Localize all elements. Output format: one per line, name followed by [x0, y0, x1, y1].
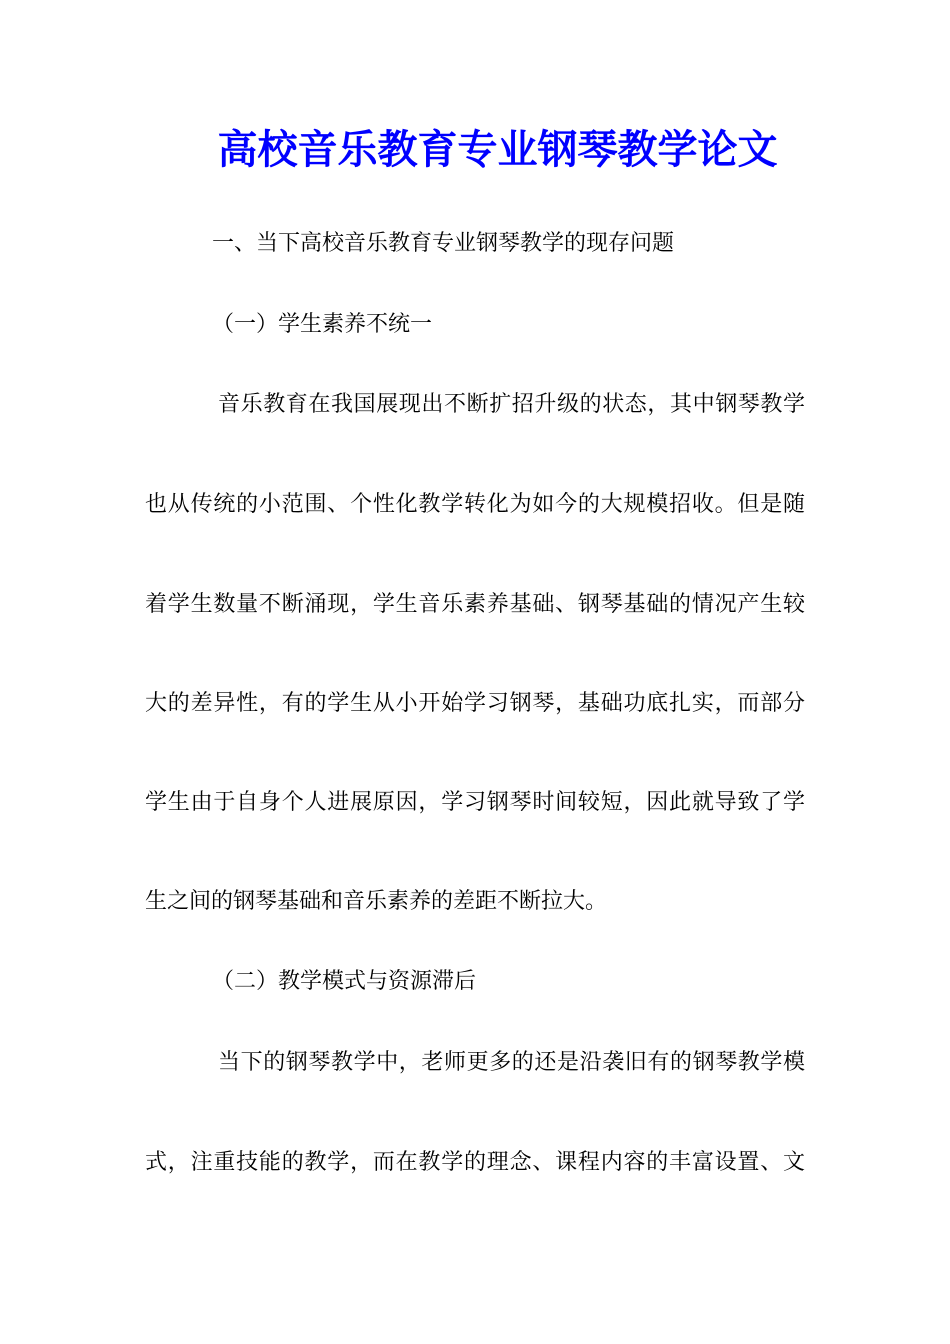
- paragraph-line: 着学生数量不断涌现，学生音乐素养基础、钢琴基础的情况产生较: [145, 592, 805, 617]
- subsection-heading-1: （一）学生素养不统一: [212, 312, 433, 337]
- section-heading-main: 一、当下高校音乐教育专业钢琴教学的现存问题: [212, 231, 675, 256]
- paragraph-line: 生之间的钢琴基础和音乐素养的差距不断拉大。: [145, 889, 608, 914]
- paragraph-line: 也从传统的小范围、个性化教学转化为如今的大规模招收。但是随: [145, 492, 805, 517]
- document-title: 高校音乐教育专业钢琴教学论文: [217, 126, 778, 173]
- paragraph-line: 大的差异性，有的学生从小开始学习钢琴，基础功底扎实，而部分: [145, 691, 805, 716]
- paragraph-line: 学生由于自身个人进展原因，学习钢琴时间较短，因此就导致了学: [145, 790, 805, 815]
- paragraph-line: 当下的钢琴教学中，老师更多的还是沿袭旧有的钢琴教学模: [218, 1050, 805, 1075]
- paragraph-line: 式，注重技能的教学，而在教学的理念、课程内容的丰富设置、文: [145, 1150, 805, 1175]
- subsection-heading-2: （二）教学模式与资源滞后: [212, 969, 477, 994]
- paragraph-line: 音乐教育在我国展现出不断扩招升级的状态，其中钢琴教学: [218, 392, 805, 417]
